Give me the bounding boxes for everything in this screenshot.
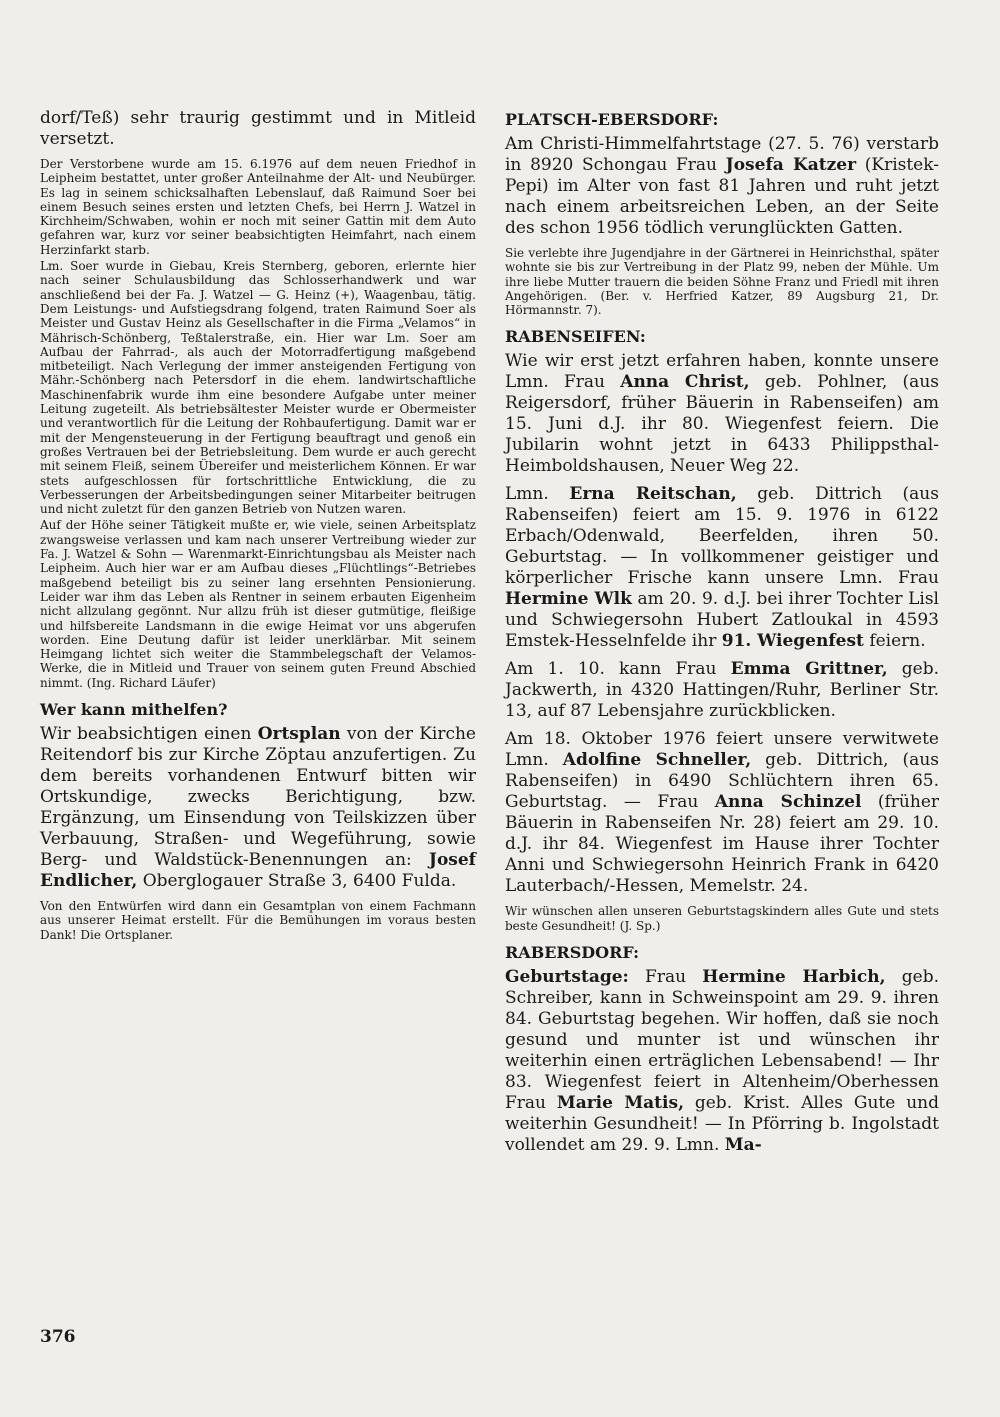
page-number: 376	[40, 1327, 76, 1347]
schneller-schinzel-birthday-notice: Am 18. Oktober 1976 feiert unsere verwitwete Lmn. Adolfine Schneller, geb. Dittrich, (aus Rabenseifen) in 6490 Schlüchtern ihren 65. Geburtstag. — Frau Anna Schinzel (früher Bäuerin in Rabenseifen Nr. 28) feiert am 29. 10. d.J. ihr 84. Wiegenfest im Hause ihrer Tochter Anni und Schwiegersohn Heinrich Frank in 6420 Lauterbach/-Hessen, Memelstr. 24.	[505, 729, 940, 897]
reitschan-wlk-birthday-notice: Lmn. Erna Reitschan, geb. Dittrich (aus Rabenseifen) feiert am 15. 9. 1976 in 6122 Erbach/Odenwald, Beerfelden, ihren 50. Geburtstag. — In vollkommener geistiger und körperlicher Frische kann unsere Lmn. Frau Hermine Wlk am 20. 9. d.J. bei ihrer Tochter Lisl und Schwiegersohn Hubert Zatloukal in 4593 Emstek-Hesselnfelde ihr 91. Wiegenfest feiern.	[505, 484, 939, 652]
ortsplan-request-paragraph: Wir beabsichtigen einen Ortsplan von der Kirche Reitendorf bis zur Kirche Zöptau anzufertigen. Zu dem bereits vorhandenen Entwurf bitten wir Ortskundige, zwecks Berichtigung, bzw. Ergänzung, um Einsendung von Teilskizzen über Verbauung, Straßen- und Wegeführung, sowie Berg- und Waldstück-Benennungen an: Josef Endlicher, Oberglogauer Straße 3, 6400 Fulda.	[40, 723, 476, 891]
christ-birthday-notice: Wie wir erst jetzt erfahren haben, konnte unsere Lmn. Frau Anna Christ, geb. Pohlner, (aus Reigersdorf, früher Bäuerin in Rabenseifen) am 15. Juni d.J. ihr 80. Wiegenfest feiern. Die Jubilarin wohnt jetzt in 6433 Philippsthal-Heimboldshausen, Neuer Weg 22.	[505, 351, 939, 477]
rabersdorf-birthdays: Geburtstage: Frau Hermine Harbich, geb. Schreiber, kann in Schweinspoint am 29. 9. ihren 84. Geburtstag begehen. Wir hoffen, daß sie noch gesund und munter ist und wünschen ihr weiterhin einen erträglichen Lebensabend! — Ihr 83. Wiegenfest feiert in Altenheim/Oberhessen Frau Marie Matis, geb. Krist. Alles Gute und weiterhin Gesundheit! — In Pförring b. Ingolstadt vollendet am 29. 9. Lmn. Ma-	[505, 967, 939, 1156]
obituary-career-paragraph: Lm. Soer wurde in Giebau, Kreis Sternberg, geboren, erlernte hier nach seiner Schulausbildung das Schlosserhandwerk und war anschließend bei der Fa. J. Watzel — G. Heinz (+), Waagenbau, tätig. Dem Leistungs- und Aufstiegsdrang folgend, traten Raimund Soer als Meister und Gustav Heinz als Gesellschafter in die Firma „Velamos“ in Mährisch-Schönberg, Teßtalerstraße, ein. Hier war Lm. Soer am Aufbau der Fahrrad-, als auch der Motorradfertigung maßgebend mitbeteiligt. Nach Verlegung der immer ansteigenden Fertigung von Mähr.-Schönberg nach Petersdorf in die ehem. landwirtschaftliche Maschinenfabrik wurde ihm eine besondere Aufgabe unter meiner Leitung zugeteilt. Als betriebsältester Meister wurde er Obermeister und verantwortlich für die Leitung der Rohbaufertigung. Damit war er mit der Mengensteuerung in der Fertigung beauftragt und genoß ein großes Vertrauen bei der Betriebsleitung. Dem wurde er auch gerecht mit seinem Fleiß, seinem Übereifer und meisterlichem Können. Er war stets aufgeschlossen für fortschrittliche Entwicklung, die zu Verbesserungen der Arbeitsbedingungen seiner Mitarbeiter beitrugen und nicht zuletzt für den ganzen Betrieb von Nutzen waren.	[40, 259, 476, 517]
obituary-closing-paragraph: Auf der Höhe seiner Tätigkeit mußte er, wie viele, seinen Arbeitsplatz zwangsweise verlassen und kam nach unserer Vertreibung wieder zur Fa. J. Watzel & Sohn — Warenmarkt-Einrichtungsbau als Meister nach Leipheim. Auch hier war er am Aufbau dieses „Flüchtlings“-Betriebes maßgebend beteiligt bis zu seiner lang ersehnten Pensionierung. Leider war ihm das Leben als Rentner in seinem erbauten Eigenheim nicht allzulang gegönnt. Nur allzu früh ist dieser gutmütige, fleißige und hilfsbereite Landsmann in die ewige Heimat vor uns abgerufen worden. Eine Deutung dafür ist leider unerklärbar. Mit seinem Heimgang lichtet sich weiter die Stammbelegschaft der Velamos-Werke, die in Mitleid und Trauer von seinem guten Freund Abschied nimmt. (Ing. Richard Läufer)	[40, 518, 476, 690]
left-column	[40, 108, 476, 944]
section-heading-rabenseifen: RABENSEIFEN:	[505, 327, 646, 347]
right-column	[505, 108, 939, 1163]
obituary-continuation: dorf/Teß) sehr traurig gestimmt und in Mitleid versetzt.	[40, 108, 476, 149]
katzer-death-notice: Am Christi-Himmelfahrtstage (27. 5. 76) verstarb in 8920 Schongau Frau Josefa Katzer (Kristek-Pepi) im Alter von fast 81 Jahren und ruht jetzt nach einem arbeitsreichen Leben, an der Seite des schon 1956 tödlich verunglückten Gatten.	[505, 134, 939, 238]
section-heading-platsch-ebersdorf: PLATSCH-EBERSDORF:	[505, 110, 719, 129]
katzer-details: Sie verlebte ihre Jugendjahre in der Gärtnerei in Heinrichsthal, später wohnte sie bis zur Vertreibung in der Platz 99, neben der Mühle. Um ihre liebe Mutter trauern die beiden Söhne Franz und Friedl mit ihren Angehörigen. (Ber. v. Herfried Katzer, 89 Augsburg 21, Dr. Hörmannstr. 7).	[505, 246, 939, 318]
ortsplan-thanks-paragraph: Von den Entwürfen wird dann ein Gesamtplan von einem Fachmann aus unserer Heimat erstellt. Für die Bemühungen im voraus besten Dank! Die Ortsplaner.	[40, 898, 476, 942]
section-heading-wer-kann-mithelfen: Wer kann mithelfen?	[40, 699, 228, 719]
birthday-wishes: Wir wünschen allen unseren Geburtstagskindern alles Gute und stets beste Gesundheit! (J. Sp.)	[505, 904, 939, 933]
grittner-birthday-notice: Am 1. 10. kann Frau Emma Grittner, geb. Jackwerth, in 4320 Hattingen/Ruhr, Berliner Str. 13, auf 87 Lebensjahre zurückblicken.	[505, 659, 940, 722]
obituary-burial-paragraph: Der Verstorbene wurde am 15. 6.1976 auf dem neuen Friedhof in Leipheim bestattet, unter großer Anteilnahme der Alt- und Neubürger. Es lag in seinem schicksalhaften Lebenslauf, daß Raimund Soer bei einem Besuch seines ersten und letzten Chefs, bei Herrn J. Watzel in Kirchheim/Schwaben, wohin er noch mit seiner Gattin mit dem Auto gefahren war, kurz vor seiner beabsichtigten Heimfahrt, nach einem Herzinfarkt starb.	[40, 157, 476, 257]
section-heading-rabersdorf: RABERSDORF:	[505, 943, 640, 963]
